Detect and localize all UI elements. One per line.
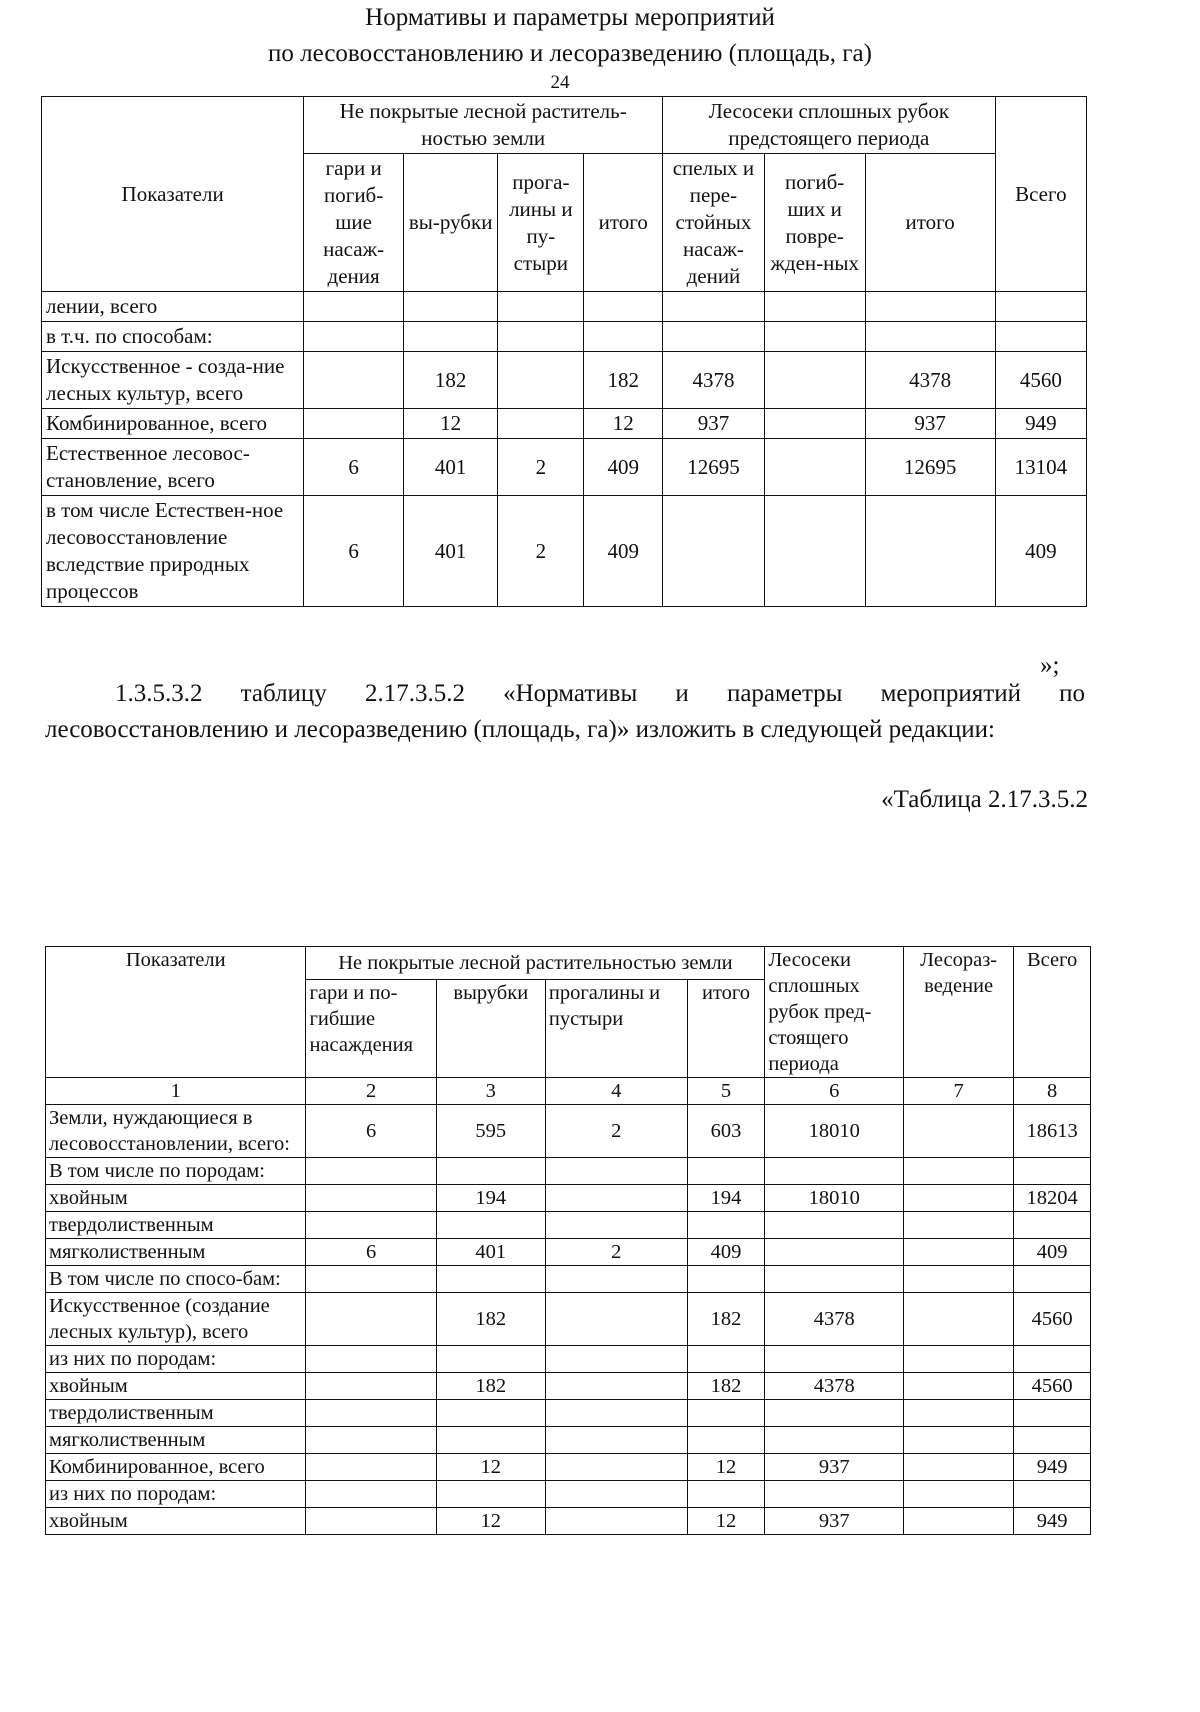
t2-cell [687,1158,765,1185]
t1-cell [995,322,1086,352]
t1-cell: 2 [498,439,584,496]
t1-header-uncovered: Не покрытые лесной раститель-ностью земли [304,97,663,154]
t2-cell: 182 [436,1293,545,1346]
t1-sub-glades: прога-лины и пу-стыри [498,154,584,292]
table-2 [45,946,1091,1535]
t2-cell [904,1427,1014,1454]
t1-cell [304,352,404,409]
t2-cell: 18010 [765,1185,904,1212]
t2-cell: 12 [436,1454,545,1481]
t2-cell: 4378 [765,1293,904,1346]
t2-cell [306,1481,436,1508]
table-row [46,1400,1091,1427]
t2-cell [687,1427,765,1454]
t1-row-label: лении, всего [42,292,304,322]
t2-row-label: твердолиственным [46,1212,306,1239]
t2-cell [306,1454,436,1481]
t1-cell: 182 [403,352,497,409]
t2-cell: 603 [687,1105,765,1158]
t2-cell [306,1293,436,1346]
t2-cell [436,1266,545,1293]
paragraph [45,676,1085,748]
t2-cell [545,1346,687,1373]
closing-quote: »; [1040,652,1060,679]
t2-cell [1014,1158,1091,1185]
t2-cell [904,1158,1014,1185]
t1-row-label: Естественное лесовос-становление, всего [42,439,304,496]
t2-cell [436,1427,545,1454]
t2-cell: 937 [765,1508,904,1535]
t2-column-number: 2 [306,1078,436,1105]
t2-cell [545,1185,687,1212]
t1-sub-dead: погиб-ших и повре-жден-ных [764,154,865,292]
t1-cell [764,322,865,352]
t1-row-label: в т.ч. по способам: [42,322,304,352]
t2-sub-glades: прогалины и пустыри [545,980,687,1078]
t2-column-number: 7 [904,1078,1014,1105]
t2-cell [765,1158,904,1185]
t2-cell: 4560 [1014,1293,1091,1346]
t1-sub-burned: гари и погиб-шие насаж-дения [304,154,404,292]
t2-cell: 12 [687,1508,765,1535]
t2-cell [904,1481,1014,1508]
t2-cell [904,1373,1014,1400]
t2-cell [765,1266,904,1293]
t2-cell [904,1266,1014,1293]
t1-row-label: Комбинированное, всего [42,409,304,439]
t2-cell [436,1346,545,1373]
table-row [46,1346,1091,1373]
t2-cell: 12 [687,1454,765,1481]
t1-cell: 4378 [865,352,995,409]
table-row [46,1508,1091,1535]
t2-header-uncovered: Не покрытые лесной растительностью земли [306,947,765,980]
t2-header-clearcuts: Лесосеки сплошных рубок пред-стоящего периода [765,947,904,1078]
t2-cell: 6 [306,1239,436,1266]
t2-cell [306,1266,436,1293]
t2-row-label: хвойным [46,1373,306,1400]
t1-cell: 949 [995,409,1086,439]
t1-cell: 937 [663,409,765,439]
t2-column-number: 1 [46,1078,306,1105]
t2-cell [545,1400,687,1427]
t2-cell [306,1400,436,1427]
t1-cell: 409 [995,496,1086,607]
t2-cell [904,1454,1014,1481]
t2-cell [1014,1266,1091,1293]
t2-cell: 182 [687,1293,765,1346]
t2-cell [904,1105,1014,1158]
t2-cell [765,1481,904,1508]
table-row [46,1158,1091,1185]
t2-row-label: Земли, нуждающиеся в лесовосстановлении, всего: [46,1105,306,1158]
t2-sub-burned: гари и по-гибшие насаждения [306,980,436,1078]
t1-cell [498,352,584,409]
t2-cell: 949 [1014,1454,1091,1481]
t2-cell [436,1400,545,1427]
t2-cell [306,1212,436,1239]
table-row [46,1481,1091,1508]
t2-row-label: из них по породам: [46,1481,306,1508]
t2-cell [306,1508,436,1535]
t2-cell: 949 [1014,1508,1091,1535]
t1-cell [995,292,1086,322]
t2-cell [1014,1481,1091,1508]
t1-cell: 12 [584,409,663,439]
t1-cell: 2 [498,496,584,607]
table-row [46,1105,1091,1158]
t1-cell [764,292,865,322]
t2-cell [545,1373,687,1400]
t2-cell [1014,1427,1091,1454]
t2-cell [545,1266,687,1293]
t2-cell [765,1400,904,1427]
t2-cell [904,1185,1014,1212]
t1-header-total: Всего [995,97,1086,292]
t2-cell [765,1212,904,1239]
t1-cell: 409 [584,439,663,496]
t1-row-label: в том числе Естествен-ное лесовосстановление вследствие природных процессов [42,496,304,607]
column-number-row [46,1078,1091,1105]
t2-row-label: Искусственное (создание лесных культур), всего [46,1293,306,1346]
t2-cell: 401 [436,1239,545,1266]
t2-cell: 937 [765,1454,904,1481]
t2-cell [436,1158,545,1185]
t2-cell [687,1346,765,1373]
t2-cell: 2 [545,1239,687,1266]
t2-row-label: В том числе по спосо-бам: [46,1266,306,1293]
t2-row-label: хвойным [46,1185,306,1212]
t2-cell: 12 [436,1508,545,1535]
t2-column-number: 8 [1014,1078,1091,1105]
t1-cell: 12695 [865,439,995,496]
t1-cell [584,292,663,322]
t2-column-number: 6 [765,1078,904,1105]
t2-cell [306,1185,436,1212]
t1-cell [865,322,995,352]
t2-sub-cuttings: вырубки [436,980,545,1078]
t1-cell: 401 [403,496,497,607]
t1-cell: 4560 [995,352,1086,409]
t2-cell: 18010 [765,1105,904,1158]
t1-cell: 401 [403,439,497,496]
table-reference: «Таблица 2.17.3.5.2 [881,786,1088,813]
t2-cell: 6 [306,1105,436,1158]
t1-cell [304,322,404,352]
t2-header-total: Всего [1014,947,1091,1078]
t2-cell [904,1346,1014,1373]
t1-cell [663,292,765,322]
page-number: 24 [550,72,570,93]
t1-sub-cuttings: вы-рубки [403,154,497,292]
t1-cell [498,322,584,352]
t2-column-number: 4 [545,1078,687,1105]
t2-row-label: мягколиственным [46,1427,306,1454]
t2-column-number: 3 [436,1078,545,1105]
t1-cell [304,409,404,439]
t1-cell: 937 [865,409,995,439]
t2-cell [1014,1346,1091,1373]
table-row [46,1293,1091,1346]
t2-cell: 4560 [1014,1373,1091,1400]
table-title-line-2: по лесовосстановлению и лесоразведению (площадь, га) [268,40,872,67]
t1-cell: 409 [584,496,663,607]
t2-cell [306,1373,436,1400]
table-title [0,0,1170,72]
t2-cell [306,1158,436,1185]
t2-row-label: твердолиственным [46,1400,306,1427]
t2-cell: 194 [687,1185,765,1212]
t2-cell [687,1266,765,1293]
table-row [42,409,1087,439]
t2-cell: 182 [436,1373,545,1400]
t2-row-label: из них по породам: [46,1346,306,1373]
t1-cell [403,292,497,322]
t2-cell [687,1400,765,1427]
t1-cell [584,322,663,352]
t2-cell [904,1508,1014,1535]
table-row [46,1239,1091,1266]
t1-header-indicators: Показатели [42,97,304,292]
t2-cell [904,1239,1014,1266]
t1-cell [304,292,404,322]
t2-cell [904,1212,1014,1239]
t2-cell [1014,1400,1091,1427]
t2-cell [687,1481,765,1508]
t2-header-indicators: Показатели [46,947,306,1078]
t1-cell [764,409,865,439]
t1-cell [403,322,497,352]
t2-cell [545,1427,687,1454]
t1-row-label: Искусственное - созда-ние лесных культур, всего [42,352,304,409]
t2-cell [904,1400,1014,1427]
t2-cell: 409 [687,1239,765,1266]
table-row [42,292,1087,322]
t2-cell: 595 [436,1105,545,1158]
t2-cell: 4378 [765,1373,904,1400]
paragraph-text: 1.3.5.3.2 таблицу 2.17.3.5.2 «Нормативы и параметры мероприятий по лесовосстановлению и лесоразведению (площадь, га)» изложить в следующей редакции: [45,680,1085,743]
t2-cell [306,1427,436,1454]
t1-cell [865,292,995,322]
t2-cell: 409 [1014,1239,1091,1266]
t1-cell: 182 [584,352,663,409]
t2-cell [545,1481,687,1508]
table-row [46,1266,1091,1293]
table-row [46,1373,1091,1400]
t1-cell [498,292,584,322]
t2-row-label: Комбинированное, всего [46,1454,306,1481]
t2-cell [1014,1212,1091,1239]
table-row [46,1212,1091,1239]
table-row [42,496,1087,607]
t1-cell [764,439,865,496]
t2-cell [545,1293,687,1346]
t2-cell [904,1293,1014,1346]
table-title-line-1: Нормативы и параметры мероприятий [365,4,775,31]
t2-cell: 194 [436,1185,545,1212]
t1-cell: 12695 [663,439,765,496]
t1-sub-mature: спелых и пере-стойных насаж-дений [663,154,765,292]
t1-cell [663,322,765,352]
table-row [46,1185,1091,1212]
t2-cell [765,1239,904,1266]
t2-cell [765,1427,904,1454]
t1-cell: 4378 [663,352,765,409]
t2-cell [436,1481,545,1508]
table-row [42,352,1087,409]
t2-cell [687,1212,765,1239]
t2-cell: 18204 [1014,1185,1091,1212]
t2-cell [545,1508,687,1535]
t1-cell: 6 [304,496,404,607]
t2-header-afforestation: Лесораз-ведение [904,947,1014,1078]
table-1 [41,96,1087,607]
t2-cell [545,1158,687,1185]
t2-cell: 18613 [1014,1105,1091,1158]
t1-cell [865,496,995,607]
t2-column-number: 5 [687,1078,765,1105]
t2-sub-total: итого [687,980,765,1078]
t1-sub-total2: итого [865,154,995,292]
t2-cell [436,1212,545,1239]
t2-cell: 182 [687,1373,765,1400]
t2-cell [545,1212,687,1239]
t2-cell [545,1454,687,1481]
table-row [46,1454,1091,1481]
table-row [42,439,1087,496]
t1-cell [764,352,865,409]
t1-cell [764,496,865,607]
table-row [46,1427,1091,1454]
t2-cell: 2 [545,1105,687,1158]
t2-cell [765,1346,904,1373]
t1-header-clearcuts: Лесосеки сплошных рубок предстоящего периода [663,97,996,154]
t1-cell [498,409,584,439]
t2-row-label: В том числе по породам: [46,1158,306,1185]
t2-row-label: хвойным [46,1508,306,1535]
t1-cell [663,496,765,607]
t1-cell: 12 [403,409,497,439]
t1-sub-total1: итого [584,154,663,292]
t1-cell: 13104 [995,439,1086,496]
t1-cell: 6 [304,439,404,496]
table-row [42,322,1087,352]
t2-row-label: мягколиственным [46,1239,306,1266]
t2-cell [306,1346,436,1373]
